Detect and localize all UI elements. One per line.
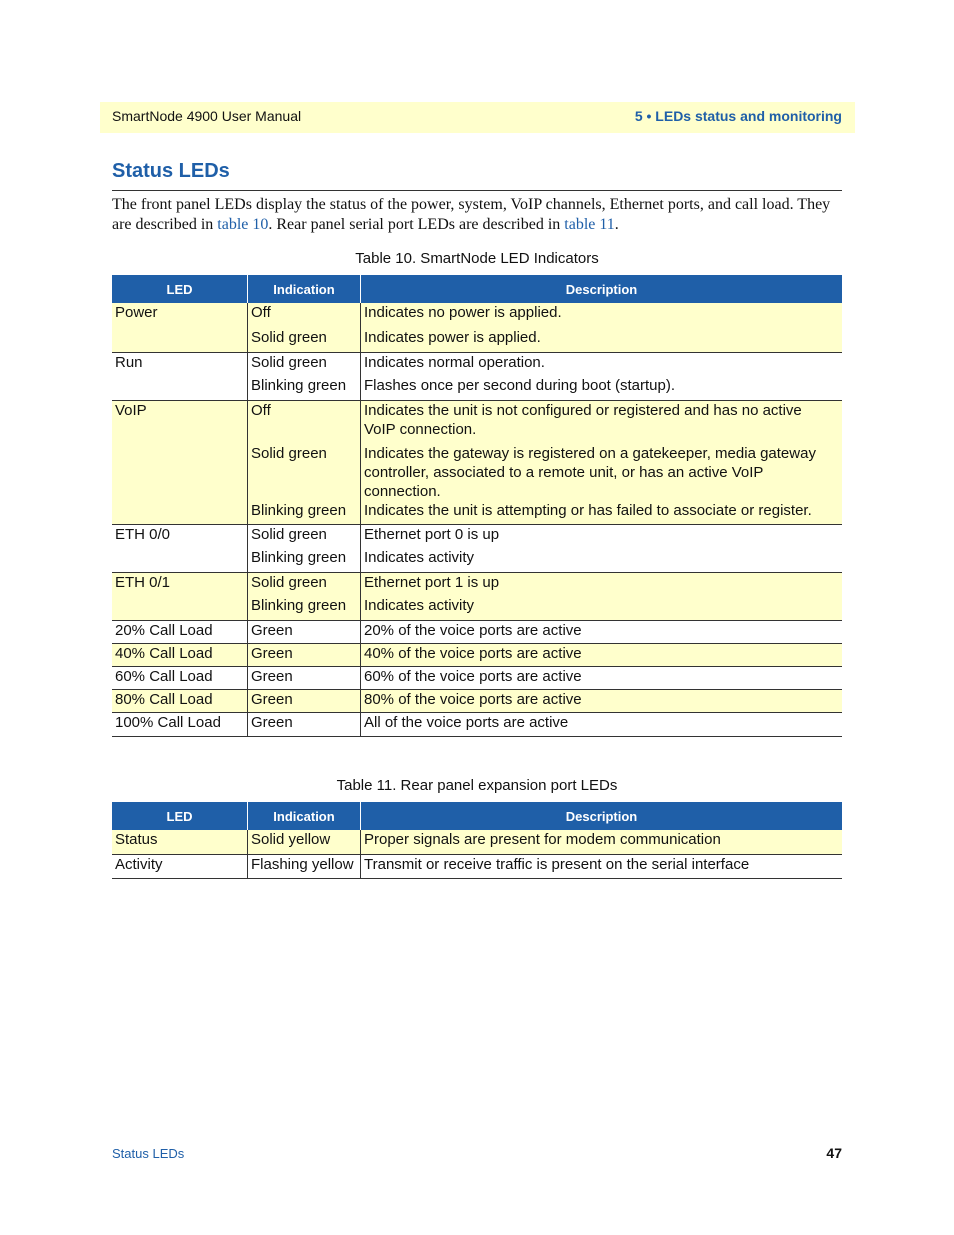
description-cell: Indicates activity bbox=[361, 548, 843, 572]
description-cell: Indicates normal operation. bbox=[364, 353, 545, 371]
led-cell bbox=[112, 328, 248, 352]
table-row bbox=[112, 854, 842, 878]
header-indication: Indication bbox=[248, 275, 361, 303]
table-row bbox=[112, 689, 842, 712]
description-cell: Indicates power is applied. bbox=[361, 328, 843, 352]
rear-panel-leds-table bbox=[112, 802, 842, 879]
indication-cell: Solid green bbox=[248, 524, 361, 548]
description-line: Indicates the unit is not configured or registered and has no active bbox=[364, 401, 802, 419]
indication-cell: Solid green bbox=[248, 444, 361, 501]
table-header-row bbox=[112, 275, 842, 303]
table-row bbox=[112, 548, 842, 572]
header-led: LED bbox=[112, 802, 248, 830]
table-row bbox=[112, 303, 842, 328]
table-row bbox=[112, 400, 842, 444]
table-row bbox=[112, 376, 842, 400]
description-cell: All of the voice ports are active bbox=[361, 712, 843, 736]
table-11-caption: Table 11. Rear panel expansion port LEDs bbox=[336, 777, 618, 794]
table-row bbox=[112, 620, 842, 643]
description-cell: Ethernet port 0 is up bbox=[364, 525, 500, 543]
indication-cell: Blinking green bbox=[248, 376, 361, 400]
description-cell: 40% of the voice ports are active bbox=[361, 643, 843, 666]
table-row bbox=[112, 830, 842, 854]
intro-text-1: The front panel LEDs display the status of the power, system, VoIP channels, Ethernet ports, and call load. They are described in bbox=[112, 196, 831, 233]
indication-cell: Solid green bbox=[248, 572, 361, 596]
led-cell: 60% Call Load bbox=[112, 666, 248, 689]
description-cell: 80% of the voice ports are active bbox=[361, 689, 843, 712]
indication-cell: Off bbox=[248, 400, 361, 444]
description-line: Indicates the gateway is registered on a gatekeeper, media gateway bbox=[364, 445, 816, 462]
description-line: VoIP connection. bbox=[364, 420, 477, 438]
led-cell: 40% Call Load bbox=[112, 643, 248, 666]
indication-cell: Green bbox=[248, 620, 361, 643]
table-row bbox=[112, 643, 842, 666]
header-description: Description bbox=[361, 275, 843, 303]
indication-cell: Off bbox=[248, 303, 361, 328]
header-indication: Indication bbox=[248, 802, 361, 830]
led-cell bbox=[112, 376, 248, 400]
indication-cell: Flashing yellow bbox=[248, 854, 361, 878]
indication-cell: Green bbox=[248, 643, 361, 666]
table-row bbox=[112, 328, 842, 352]
led-cell bbox=[112, 501, 248, 524]
table-11-link[interactable]: table 11 bbox=[564, 216, 615, 233]
section-divider bbox=[112, 190, 842, 191]
table-10-caption: Table 10. SmartNode LED Indicators bbox=[355, 250, 599, 267]
led-cell: 100% Call Load bbox=[112, 712, 248, 736]
led-cell bbox=[112, 596, 248, 620]
page-number: 47 bbox=[826, 1145, 842, 1161]
indication-cell: Green bbox=[248, 666, 361, 689]
footer-section-name: Status LEDs bbox=[112, 1146, 185, 1161]
header-description: Description bbox=[361, 802, 843, 830]
header-led: LED bbox=[112, 275, 248, 303]
indication-cell: Blinking green bbox=[248, 596, 361, 620]
section-title: Status LEDs bbox=[112, 160, 230, 182]
table-row bbox=[112, 666, 842, 689]
table-row bbox=[112, 352, 842, 376]
led-cell: Run bbox=[112, 352, 248, 376]
page-header bbox=[100, 102, 855, 133]
indication-cell: Blinking green bbox=[248, 548, 361, 572]
table-row bbox=[112, 712, 842, 736]
led-cell: 80% Call Load bbox=[112, 689, 248, 712]
led-cell: 20% Call Load bbox=[112, 620, 248, 643]
description-cell bbox=[361, 444, 843, 501]
indication-cell: Solid green bbox=[248, 352, 361, 376]
intro-paragraph bbox=[112, 195, 842, 235]
indication-cell: Blinking green bbox=[248, 501, 361, 524]
indication-cell: Green bbox=[248, 689, 361, 712]
table-row bbox=[112, 444, 842, 501]
description-cell bbox=[361, 400, 843, 444]
intro-text-3: . bbox=[614, 216, 619, 233]
description-cell: Indicates activity bbox=[361, 596, 843, 620]
led-cell bbox=[112, 444, 248, 501]
table-header-row bbox=[112, 802, 842, 830]
description-line: controller, associated to a remote unit, or has an active VoIP connection. bbox=[364, 464, 764, 500]
led-cell: Activity bbox=[112, 854, 248, 878]
intro-text-2: . Rear panel serial port LEDs are described in bbox=[268, 216, 565, 233]
table-10-link[interactable]: table 10 bbox=[217, 216, 269, 233]
description-cell: Indicates no power is applied. bbox=[361, 303, 843, 328]
led-cell: ETH 0/1 bbox=[112, 572, 248, 596]
description-cell: Indicates the unit is attempting or has failed to associate or register. bbox=[361, 501, 843, 524]
chapter-title: 5 • LEDs status and monitoring bbox=[634, 108, 842, 124]
description-cell: 20% of the voice ports are active bbox=[361, 620, 843, 643]
indication-cell: Solid yellow bbox=[248, 830, 361, 854]
led-indicators-table bbox=[112, 275, 842, 737]
description-cell: Proper signals are present for modem communication bbox=[361, 830, 843, 854]
led-cell: Status bbox=[112, 830, 248, 854]
led-cell: VoIP bbox=[112, 400, 248, 444]
description-cell: Ethernet port 1 is up bbox=[361, 572, 843, 596]
table-row bbox=[112, 596, 842, 620]
table-row bbox=[112, 501, 842, 524]
description-cell: Flashes once per second during boot (startup). bbox=[361, 376, 843, 400]
led-cell: ETH 0/0 bbox=[112, 524, 248, 548]
description-cell: 60% of the voice ports are active bbox=[361, 666, 843, 689]
indication-cell: Solid green bbox=[248, 328, 361, 352]
led-cell bbox=[112, 548, 248, 572]
led-cell: Power bbox=[112, 303, 248, 328]
manual-title: SmartNode 4900 User Manual bbox=[112, 108, 302, 124]
table-row bbox=[112, 572, 842, 596]
description-cell: Transmit or receive traffic is present on the serial interface bbox=[361, 854, 843, 878]
table-row bbox=[112, 524, 842, 548]
indication-cell: Green bbox=[248, 712, 361, 736]
